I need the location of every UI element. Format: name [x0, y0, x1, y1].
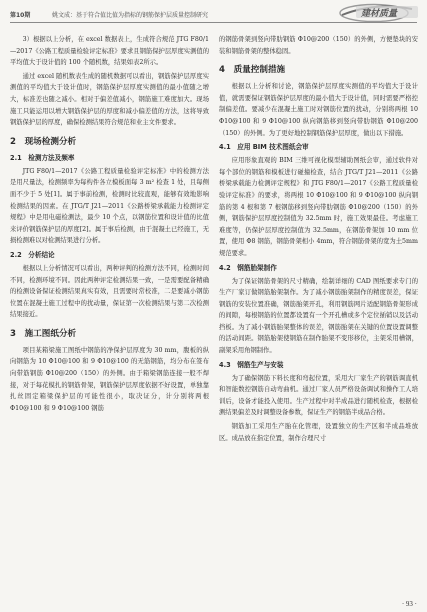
page-header — [0, 0, 427, 24]
paragraph: 钢筋加工采用生产胎在化管理，设置独立的生产区和半成品堆放区。成品放在指定位置，制作合理尺寸 — [219, 423, 418, 442]
paragraph: 的钢筋骨架到竖向带肋钢筋 Φ10@200（150）的外侧，方便垫块的安装和钢筋骨架的整体稳固。 — [219, 36, 418, 55]
subsection-heading: 4.2 钢筋胎架制作 — [219, 263, 277, 272]
paragraph: 应用形象直观的 BIM 三维可视化模型辅助图纸会审，通过软件对每个部位的钢筋和模板进行碰撞检查，结合 JTG/T J21—2011《公路桥梁承载能力检测评定规程》和 JTG F80/1—2017《公路工程质量检验评定标准》的要求，将两根 10 Φ10@100 和 9 Φ10@100 纵向钢筋的第 4 根和第 7 根钢筋移到竖向带肋钢筋 Φ10@200（150）的外侧，钢筋保护层厚度控制值为 32.5mm 时，施工效果最佳。考虑施工难度等，仍保护层厚度控制值为 32.5mm，在钢筋骨架加 10 mm 位置，使用 Φ8 钢筋，钢筋骨架相小 4mm，符合钢筋骨架的宽为土5mm 规范要求。 — [219, 157, 418, 257]
running-title: 姚文成：基于符合值比值为指标的钢筋保护层质量控制研究 — [52, 12, 209, 19]
left-column — [10, 34, 209, 416]
paragraph: 根据以上分析情况可以看出，两种评判的检测方法不同，检测时间不同，检测环境不同。因此两种评定检测结果一致，一是需要配备精确的检测设备保证检测结果真实有效，且需要时常校准，二是要减小钢筋位置在混凝土施工过程中的扰动量，保证第一次检测结果与第二次检测结果接近。 — [10, 264, 209, 319]
header-rule — [10, 22, 417, 23]
section-heading: 4 质量控制措施 — [219, 65, 286, 76]
subsection-heading: 4.3 钢筋生产与安装 — [219, 360, 284, 369]
subsection-heading: 2.1 检测方法及频率 — [10, 153, 75, 162]
subsection-heading: 4.1 应用 BIM 技术图纸会审 — [219, 143, 309, 152]
right-column — [219, 34, 418, 446]
paragraph: 为了保证钢筋骨架的尺寸精确，绘制详细的 CAD 图纸要求专门的生产厂家订做钢筋胎架制作。为了减小钢筋胎架制作的精度误差，保证钢筋的安装位置准确，钢筋胎架开孔，利用钢筋网片适配钢筋骨架形成的间隙，每根钢筋的位置都设置有一个开孔槽或多个定位插销以及活动挡板。为了减小钢筋胎架整体的误差，钢筋胎架在关键的位置设置调整的活动间距。钢筋胎架使钢筋在制作胎架不变形移位，主架采用槽钢，副架采用角钢制作。 — [219, 277, 418, 355]
section-heading: 3 施工图纸分析 — [10, 328, 77, 339]
logo-text: 建材质量 — [361, 9, 398, 19]
journal-logo — [334, 1, 426, 23]
subsection-heading: 2.2 分析结论 — [10, 250, 55, 259]
paragraph: 为了确保钢筋下料长度和弯起位置，采用大厂家生产的钢筋调直机和智能数控钢筋自动弯曲机。通过厂家人员严格设备调试和操作工人培训后，设备才能投入使用。生产过程中对半成品进行随机检查，根据检测结果偏差及时调整设备参数，保证生产的钢筋半成品合格。 — [219, 374, 418, 417]
paragraph: 根据以上分析和讨论，钢筋保护层厚度实测值的平均值大于设计值，就需要保证钢筋保护层厚度的最小值大于设计值，同时需要严格控制偏差值。要减少在混凝土施工时对钢筋位置的扰动，分别将两根 10 Φ10@100 和 9 Φ10@100 纵向钢筋移到竖向带肋钢筋 Φ10@200（150）的外侧。为了更好地控制钢筋保护层厚度，做出以下措施。 — [219, 83, 418, 137]
paragraph: 通过 excel 随机数表生成的随机数据可以看出，钢筋保护层厚度实测值的平均值大于设计值时，钢筋保护层厚度实测值的最小值随之增大，标准差也随之减小。相对于偏差值减小，钢筋施工难度加大。现场施工只能运用以增大钢筋保护层的厚度和减小偏差值的方法，这将导致钢筋保护层的厚度，确保检测结果符合规范和业主文件要求。 — [10, 72, 209, 127]
paragraph: 项目某箱梁施工图纸中钢筋的净保护层厚度为 30 mm，腹板的纵向钢筋为 10 Φ10@100 和 9 Φ10@100 的无筋钢筋，均分布在签布向带筋钢筋 Φ10@200（150）的外侧。由于箱梁钢筋连接一般不焊接，对于每花模扎的钢筋骨架，钢筋保护层厚度依据不好设置，单独靠扎丝固定箱梁保护层的可能性很小，取决证分，计分别将两根 Φ10@100 和 9 Φ10@100 钢筋 — [10, 346, 209, 412]
page-number: · 93 · — [401, 600, 417, 608]
issue-number: 第10期 — [10, 12, 31, 19]
paragraph: 3）根据以上分析，在 excel 数据表上，生成符合规范 JTG F80/1—2017《公路工程质量检验评定标准》要求且钢筋保护层厚度实测值的平均值大于设计值的 100 个随机数，结果如表2所示。 — [10, 36, 209, 67]
paragraph: JTG F80/1—2017《公路工程质量检验评定标准》中的检测方法是用尺量法，检测频率为每构件各立模板面每 3 m² 检查 1 处，且每侧面不少于 5 处[1]。属于事前检测，检测时比较直观，能够有效地影响检测结果的因素。在 JTG/T J21—2011《公路桥梁承载能力检测评定规程》中是用电磁检测法，最少 10 个点，以钢筋位置和设计值的比值来评价钢筋保护层的厚度[2]。属于事后检测，由于混凝土已经施工，无损检测难以对检测结果进行分析。 — [10, 167, 209, 245]
section-heading: 2 现场检测分析 — [10, 136, 77, 147]
